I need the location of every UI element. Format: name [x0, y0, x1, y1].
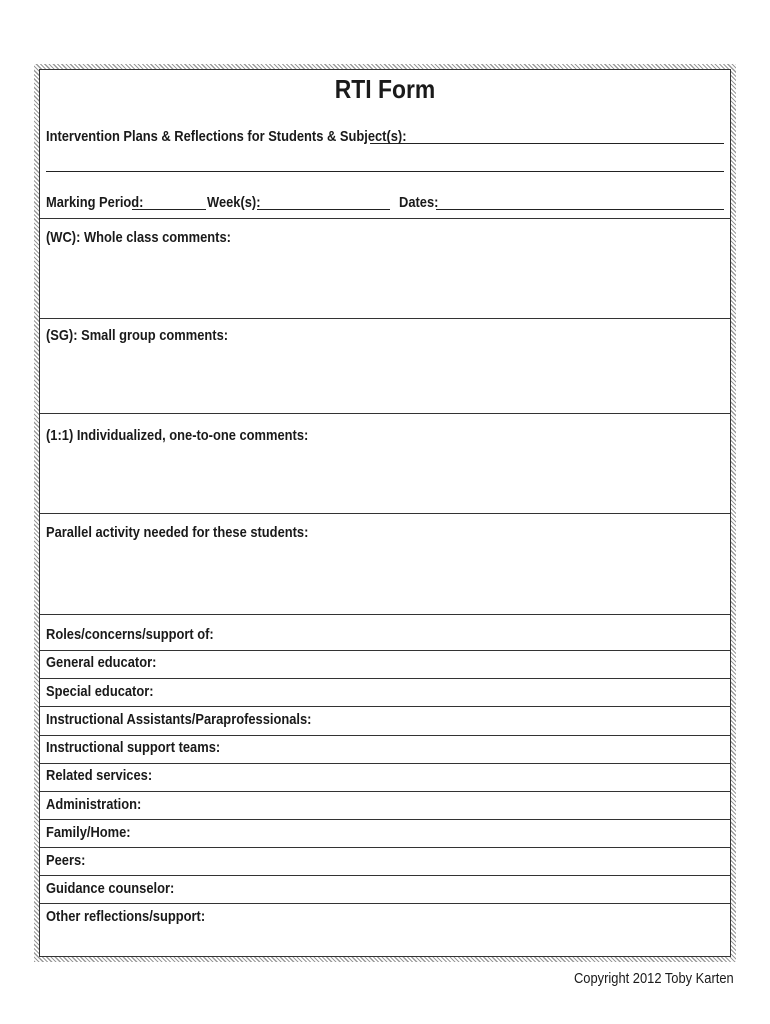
divider: [40, 791, 730, 792]
divider: [40, 318, 730, 319]
divider: [40, 735, 730, 736]
instructional-support-teams-label: Instructional support teams:: [46, 739, 221, 756]
general-educator-label: General educator:: [46, 654, 157, 671]
dates-label: Dates:: [399, 194, 439, 211]
instructional-assistants-label: Instructional Assistants/Paraprofessionals:: [46, 711, 312, 728]
intervention-label: Intervention Plans & Reflections for Students & Subject(s):: [46, 128, 407, 145]
divider: [40, 819, 730, 820]
divider: [40, 614, 730, 615]
other-reflections-label: Other reflections/support:: [46, 908, 206, 925]
divider: [40, 903, 730, 904]
roles-header-label: Roles/concerns/support of:: [46, 626, 214, 643]
marking-period-label: Marking Period:: [46, 194, 144, 211]
divider: [40, 413, 730, 414]
divider: [40, 706, 730, 707]
related-services-label: Related services:: [46, 767, 153, 784]
dates-field[interactable]: [436, 209, 724, 210]
guidance-counselor-label: Guidance counselor:: [46, 880, 175, 897]
small-group-comments-label: (SG): Small group comments:: [46, 327, 229, 344]
family-home-label: Family/Home:: [46, 824, 131, 841]
copyright-text: Copyright 2012 Toby Karten: [574, 970, 734, 987]
special-educator-label: Special educator:: [46, 683, 154, 700]
divider: [40, 678, 730, 679]
divider: [40, 763, 730, 764]
parallel-activity-label: Parallel activity needed for these students:: [46, 524, 309, 541]
marking-period-field[interactable]: [132, 209, 206, 210]
divider: [40, 847, 730, 848]
form-title: RTI Form: [334, 74, 436, 104]
intervention-field-line[interactable]: [370, 143, 724, 144]
weeks-field[interactable]: [257, 209, 390, 210]
divider: [40, 875, 730, 876]
divider: [40, 650, 730, 651]
divider: [40, 513, 730, 514]
peers-label: Peers:: [46, 852, 86, 869]
form-box: [39, 69, 731, 957]
one-to-one-comments-label: (1:1) Individualized, one-to-one comments:: [46, 427, 309, 444]
divider: [40, 218, 730, 219]
weeks-label: Week(s):: [207, 194, 261, 211]
administration-label: Administration:: [46, 796, 142, 813]
whole-class-comments-label: (WC): Whole class comments:: [46, 229, 231, 246]
intervention-field-line-2[interactable]: [46, 171, 724, 172]
